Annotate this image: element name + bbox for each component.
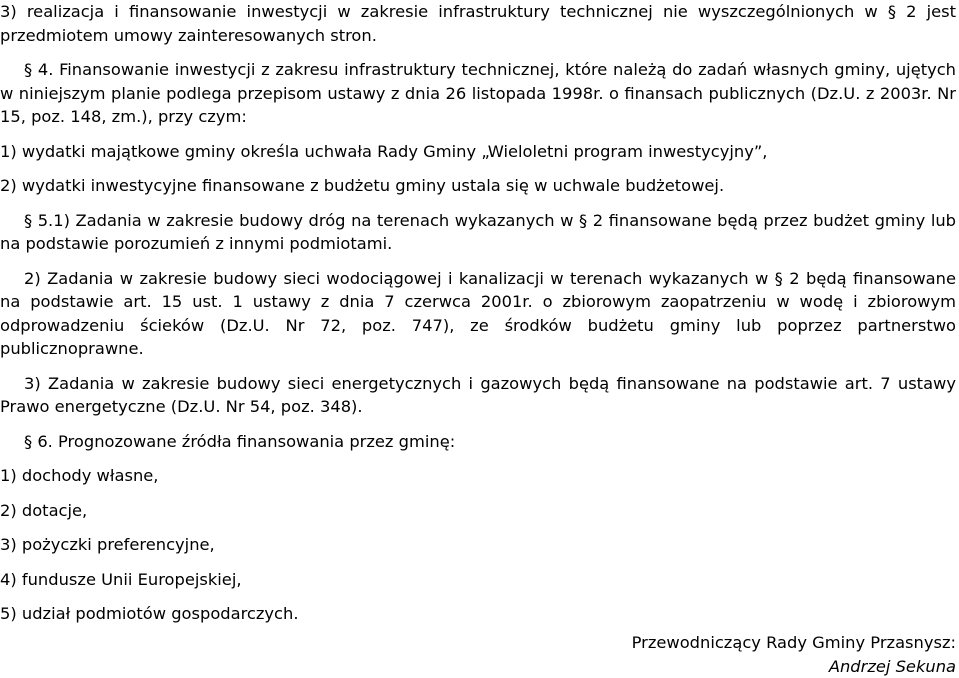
list-item: 1) dochody własne,: [0, 464, 956, 488]
section-4-item-1: 1) wydatki majątkowe gminy określa uchwała Rady Gminy „Wieloletni program inwestycyjny”,: [0, 140, 956, 164]
paragraph-section-5-2: 2) Zadania w zakresie budowy sieci wodociągowej i kanalizacji w terenach wykazanych w § 2 będą finansowane na podstawie art. 15 ust. 1 ustawy z dnia 7 czerwca 2001r. o zbiorowym zaopatrzeniu w wodę i zbiorowym odprowadzeniu ścieków (Dz.U. Nr 72, poz. 747), ze środków budżetu gminy lub poprzez partnerstwo publicznoprawne.: [0, 267, 956, 361]
paragraph-section-5-3: 3) Zadania w zakresie budowy sieci energetycznych i gazowych będą finansowane na podstawie art. 7 ustawy Prawo energetyczne (Dz.U. Nr 54, poz. 348).: [0, 372, 956, 419]
list-item: 5) udział podmiotów gospodarczych.: [0, 602, 956, 626]
paragraph-section-6: § 6. Prognozowane źródła finansowania przez gminę:: [0, 430, 956, 454]
signature-title: Przewodniczący Rady Gminy Przasnysz:: [632, 631, 956, 655]
list-item: 3) pożyczki preferencyjne,: [0, 533, 956, 557]
signature-block: [632, 631, 956, 678]
paragraph-intro-item-3: 3) realizacja i finansowanie inwestycji w zakresie infrastruktury technicznej nie wyszczególnionych w § 2 jest przedmiotem umowy zainteresowanych stron.: [0, 0, 956, 47]
list-item: 4) fundusze Unii Europejskiej,: [0, 568, 956, 592]
funding-sources-list: [0, 464, 956, 626]
list-item: 2) dotacje,: [0, 499, 956, 523]
paragraph-section-4: § 4. Finansowanie inwestycji z zakresu infrastruktury technicznej, które należą do zadań własnych gminy, ujętych w niniejszym planie podlega przepisom ustawy z dnia 26 listopada 1998r. o finansach publicznych (Dz.U. z 2003r. Nr 15, poz. 148, zm.), przy czym:: [0, 58, 956, 129]
paragraph-section-5-1: § 5.1) Zadania w zakresie budowy dróg na terenach wykazanych w § 2 finansowane będą przez budżet gminy lub na podstawie porozumień z innymi podmiotami.: [0, 209, 956, 256]
signature-name: Andrzej Sekuna: [632, 655, 956, 678]
section-4-item-2: 2) wydatki inwestycyjne finansowane z budżetu gminy ustala się w uchwale budżetowej.: [0, 174, 956, 198]
